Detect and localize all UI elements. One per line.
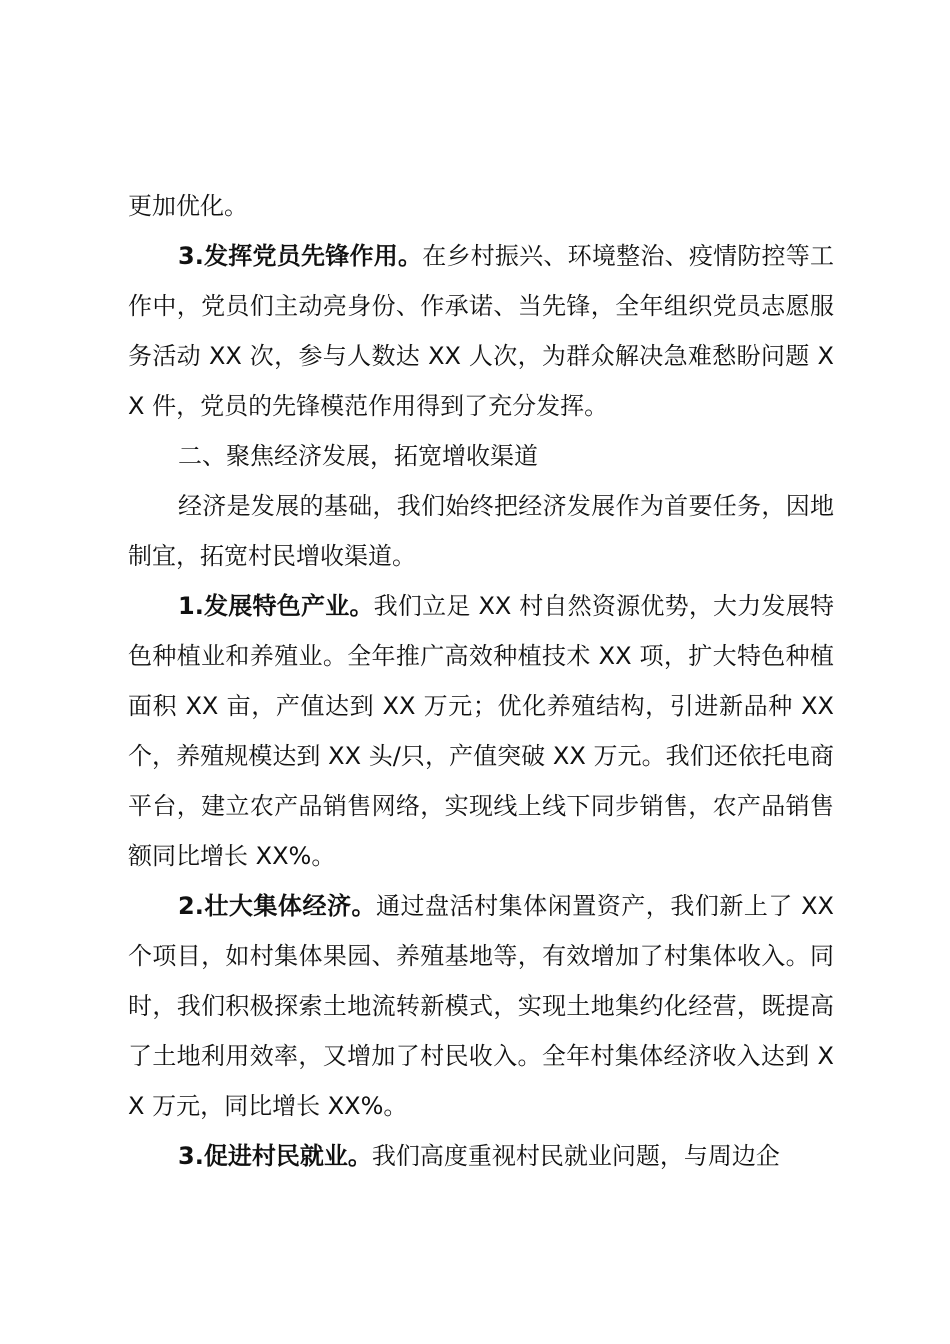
paragraph-text: 在乡村振兴、环境整治、疫情防控等工作中，党员们主动亮身份、作承诺、当先锋，全年组织党员志愿服务活动 XX 次，参与人数达 XX 人次，为群众解决急难愁盼问题 XX 件，党员的先锋模范作用得到了充分发挥。 (128, 242, 835, 420)
paragraph-text: 我们高度重视村民就业问题，与周边企 (371, 1142, 780, 1170)
paragraph-collective-economy (128, 881, 834, 1131)
paragraph-villager-employment (128, 1131, 834, 1181)
paragraph-lead: 1.发展特色产业。 (178, 592, 374, 620)
paragraph-text: 更加优化。 (128, 192, 248, 220)
document-body (128, 181, 834, 1181)
paragraph-lead: 3.发挥党员先锋作用。 (178, 242, 423, 270)
paragraph-lead: 2.壮大集体经济。 (178, 892, 377, 920)
paragraph-lead: 3.促进村民就业。 (178, 1142, 372, 1170)
paragraph-specialty-industry (128, 581, 834, 881)
paragraph-text: 通过盘活村集体闲置资产，我们新上了 XX 个项目，如村集体果园、养殖基地等，有效增加了村集体收入。同时，我们积极探索土地流转新模式，实现土地集约化经营，既提高了土地利用效率，又增加了村民收入。全年村集体经济收入达到 XX 万元，同比增长 XX%。 (128, 892, 834, 1120)
paragraph-text: 经济是发展的基础，我们始终把经济发展作为首要任务，因地制宜，拓宽村民增收渠道。 (128, 492, 834, 570)
paragraph-economy-intro (128, 481, 834, 581)
section-heading-economy (128, 431, 834, 481)
paragraph-continuation (128, 181, 834, 231)
paragraph-party-member-pioneer (128, 231, 834, 431)
section-heading-text: 二、聚焦经济发展，拓宽增收渠道 (178, 442, 538, 470)
paragraph-text: 我们立足 XX 村自然资源优势，大力发展特色种植业和养殖业。全年推广高效种植技术 XX 项，扩大特色种植面积 XX 亩，产值达到 XX 万元；优化养殖结构，引进新品种 XX 个，养殖规模达到 XX 头/只，产值突破 XX 万元。我们还依托电商平台，建立农产品销售网络，实现线上线下同步销售，农产品销售额同比增长 XX%。 (128, 592, 834, 870)
